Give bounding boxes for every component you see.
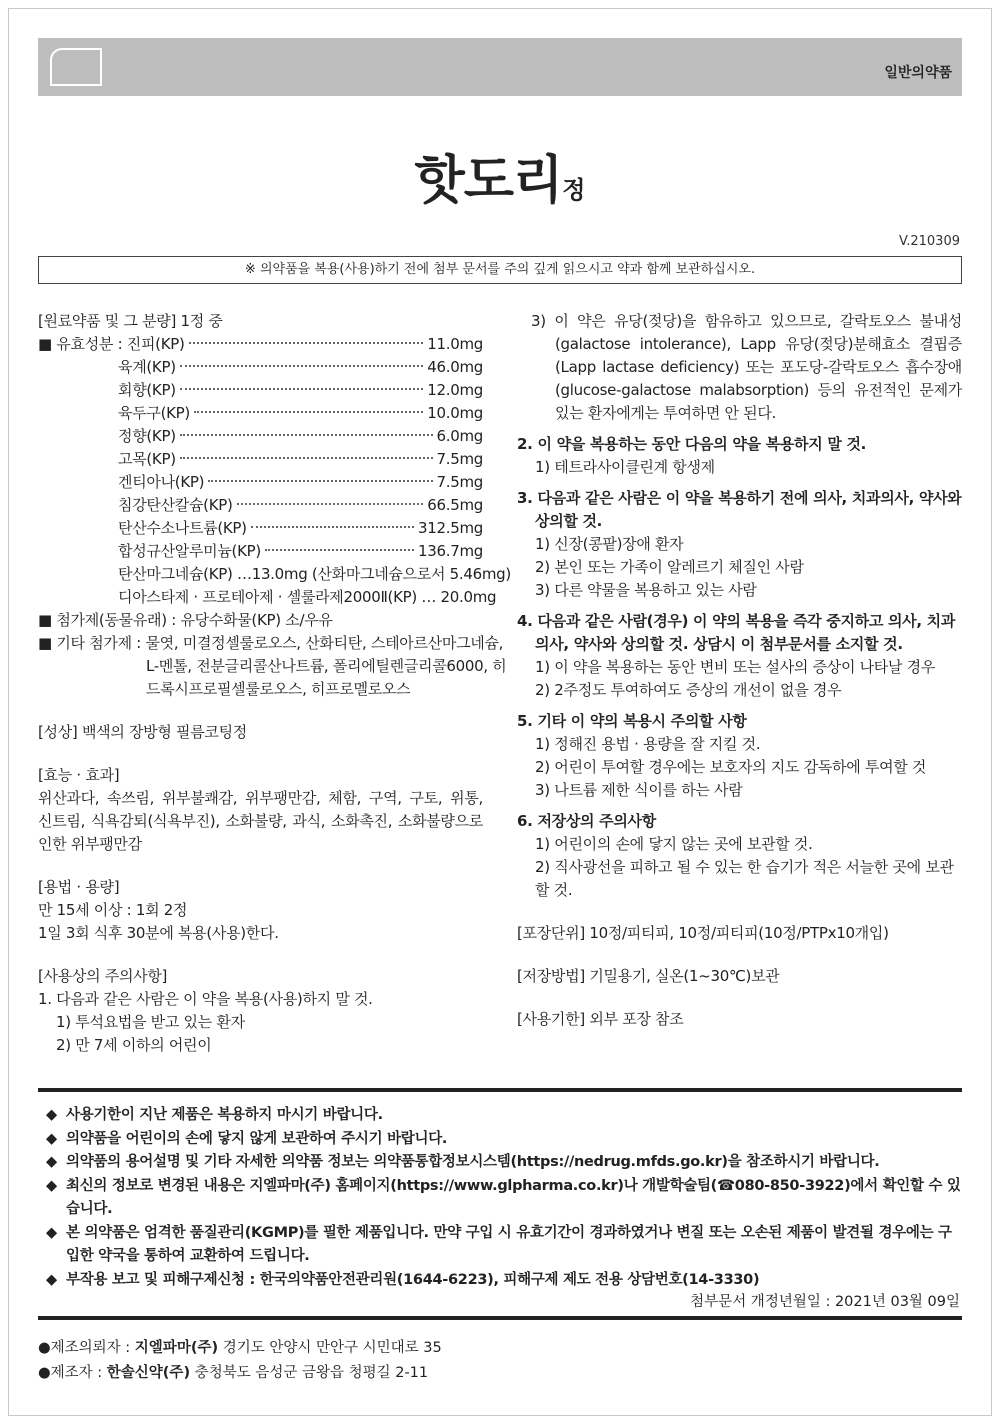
- active-item-name: 합성규산알루미늄(KP): [118, 542, 261, 560]
- active-item: [38, 402, 483, 425]
- other-additives-cont: [38, 655, 507, 701]
- active-item-name: 탄산수소나트륨(KP): [118, 519, 247, 537]
- dosage-heading: [용법 · 용량]: [38, 878, 120, 896]
- active-item-amount: 136.7mg: [418, 542, 483, 560]
- additive-animal: ■ 첨가제(동물유래) : 유당수화물(KP) 소/우유: [38, 611, 333, 629]
- precautions-heading: [사용상의 주의사항]: [38, 967, 168, 985]
- client-line: [38, 1336, 442, 1361]
- client-label: ●제조의뢰자 :: [38, 1340, 135, 1356]
- leader-dots: [180, 388, 423, 390]
- active-item-amount: 11.0mg: [427, 335, 483, 353]
- active-item-amount: 7.5mg: [436, 473, 483, 491]
- version-label: V.210309: [899, 234, 960, 249]
- manufacturer-info: [38, 1336, 442, 1386]
- warning-item: [46, 1128, 962, 1152]
- warning-item: [46, 1151, 962, 1175]
- precaution-item: 1) 신장(콩팥)장애 환자: [535, 535, 684, 553]
- active-item: [38, 471, 483, 494]
- other-additives-text: [145, 632, 503, 655]
- precaution-item: 2) 만 7세 이하의 어린이: [56, 1036, 212, 1054]
- leader-dots: [180, 457, 433, 459]
- active-item: [38, 379, 483, 402]
- warning-list: [46, 1104, 962, 1292]
- other-additives-line: 드록시프로필셀룰로오스, 히프로멜로오스: [146, 680, 411, 698]
- precaution-item: 1) 테트라사이클린계 항생제: [535, 458, 715, 476]
- leader-dots: [208, 480, 432, 482]
- leader-dots: [180, 365, 423, 367]
- leader-dots: [189, 342, 424, 344]
- active-item-amount: 312.5mg: [418, 519, 483, 537]
- expiry-heading: [사용기한]: [517, 1010, 585, 1028]
- warning-text: 최신의 정보로 변경된 내용은 지엘파마(주) 홈페이지(https://www.glpharma.co.kr)나 개발학술팀(☎080-850-3922)에서 확인할 수 있습니다.: [66, 1177, 961, 1217]
- active-item-name: 육두구(KP): [118, 404, 190, 422]
- packaging-text: 10정/피티피, 10정/피티피(10정/PTPx10개입): [589, 924, 889, 942]
- precaution-item: 2) 직사광선을 피하고 될 수 있는 한 습기가 적은 서늘한 곳에 보관할 것.: [535, 858, 954, 899]
- precaution-section-title: 1. 다음과 같은 사람은 이 약을 복용(사용)하지 말 것.: [38, 990, 373, 1008]
- leader-dots: [237, 503, 424, 505]
- active-item: [38, 517, 483, 540]
- header-bar: [38, 38, 962, 96]
- other-additives-label: ■ 기타 첨가제 :: [38, 634, 146, 652]
- active-item-name: 고목(KP): [118, 450, 176, 468]
- dosage-line: 만 15세 이상 : 1회 2정: [38, 901, 188, 919]
- precaution-section-title: 4. 다음과 같은 사람(경우) 이 약의 복용을 즉각 중지하고 의사, 치과의사, 약사와 상의할 것. 상담시 이 첨부문서를 소지할 것.: [517, 612, 956, 653]
- product-name: 핫도리: [414, 151, 563, 211]
- active-item-amount: 12.0mg: [427, 381, 483, 399]
- leader-dots: [180, 434, 433, 436]
- active-item-mg: 탄산마그네슘(KP) …13.0mg (산화마그네슘으로서 5.46mg): [118, 565, 511, 583]
- expiry-text: 외부 포장 참조: [589, 1010, 684, 1028]
- diamond-icon: ◆: [46, 1224, 57, 1241]
- diamond-icon: ◆: [46, 1107, 57, 1123]
- maker-line: [38, 1361, 442, 1386]
- active-item-amount: 46.0mg: [427, 358, 483, 376]
- left-column: [38, 310, 511, 1057]
- precaution-item: 1) 투석요법을 받고 있는 환자: [56, 1013, 245, 1031]
- appearance-heading: [성상]: [38, 723, 78, 741]
- composition-heading-suffix: 1정 중: [180, 312, 223, 330]
- active-item-amount: 7.5mg: [436, 450, 483, 468]
- active-item-name: 육계(KP): [118, 358, 176, 376]
- precaution-item: 2) 본인 또는 가족이 알레르기 체질인 사람: [535, 558, 804, 576]
- divider: [38, 1316, 962, 1320]
- divider: [38, 1088, 962, 1092]
- precaution-section-title: 3. 다음과 같은 사람은 이 약을 복용하기 전에 의사, 치과의사, 약사와 상의할 것.: [517, 489, 962, 530]
- composition-heading-label: [원료약품 및 그 분량]: [38, 312, 177, 330]
- right-column: [517, 310, 962, 1031]
- leader-dots: [265, 549, 414, 551]
- packaging-section: [517, 922, 962, 945]
- warning-text: 본 의약품은 엄격한 품질관리(KGMP)를 필한 제품입니다. 만약 구입 시 유효기간이 경과하였거나 변질 또는 오손된 제품이 발견될 경우에는 구입한 약국을 통하여 교환하여 드립니다.: [66, 1224, 952, 1264]
- dosage-line: 1일 3회 식후 30분에 복용(사용)한다.: [38, 924, 279, 942]
- active-item-name: 침강탄산칼슘(KP): [118, 496, 233, 514]
- diamond-icon: ◆: [46, 1154, 57, 1170]
- product-form: 정: [562, 176, 586, 204]
- active-item-name: 진피(KP): [126, 335, 185, 353]
- precaution-section-title: 5. 기타 이 약의 복용시 주의할 사항: [517, 712, 747, 730]
- precaution-item: 3) 나트륨 제한 식이를 하는 사람: [535, 781, 743, 799]
- precaution-item: 2) 어린이 투여할 경우에는 보호자의 지도 감독하에 투여할 것: [535, 758, 927, 776]
- storage-text: 기밀용기, 실온(1~30℃)보관: [589, 967, 780, 985]
- diamond-icon: ◆: [46, 1271, 57, 1288]
- precaution-item: 3) 이 약은 유당(젖당)을 함유하고 있으므로, 갈락토오스 불내성(galactose intolerance), Lapp 유당(젖당)분해효소 결핍증(Lapp lactase deficiency) 또는 포도당-갈락토오스 흡수장애(glucose-galactose malabsorption) 등의 유전적인 문제가 있는 환자에게는 투여하면 안 된다.: [531, 312, 962, 422]
- maker-address: 충청북도 음성군 금왕읍 청평길 2-11: [190, 1365, 429, 1381]
- active-label: ■ 유효성분 :: [38, 335, 127, 353]
- warning-text: 부작용 보고 및 피해구제신청 : 한국의약품안전관리원(1644-6223), 피해구제 제도 전용 상담번호(14-3330): [66, 1271, 760, 1288]
- efficacy-heading: [효능 · 효과]: [38, 766, 120, 784]
- diamond-icon: ◆: [46, 1177, 57, 1194]
- product-title: [0, 138, 1000, 213]
- packaging-heading: [포장단위]: [517, 924, 585, 942]
- precaution-section-title: 6. 저장상의 주의사항: [517, 812, 656, 830]
- client-name: 지엘파마(주): [134, 1340, 219, 1356]
- active-item-amount: 10.0mg: [427, 404, 483, 422]
- composition-heading: [38, 310, 483, 333]
- other-additives-line: L-멘톨, 전분글리콜산나트륨, 폴리에틸렌글리콜6000, 히: [146, 657, 507, 675]
- appearance-section: [38, 721, 483, 744]
- storage-section: [517, 965, 962, 988]
- other-additives-line: 물엿, 미결정셀룰로오스, 산화티탄, 스테아르산마그네슘,: [145, 634, 504, 652]
- active-item-amount: 66.5mg: [427, 496, 483, 514]
- active-item: [38, 333, 483, 356]
- warning-text: 의약품의 용어설명 및 기타 자세한 의약품 정보는 의약품통합정보시스템(https://nedrug.mfds.go.kr)을 참조하시기 바랍니다.: [66, 1154, 880, 1170]
- leader-dots: [194, 411, 423, 413]
- notice-box: ※ 의약품을 복용(사용)하기 전에 첨부 문서를 주의 깊게 읽으시고 약과 함께 보관하십시오.: [38, 256, 962, 284]
- active-item-name: 겐티아나(KP): [118, 473, 205, 491]
- revision-date: 첨부문서 개정년월일 : 2021년 03월 09일: [690, 1294, 960, 1310]
- diamond-icon: ◆: [46, 1130, 57, 1147]
- expiry-section: [517, 1008, 962, 1031]
- precaution-item: 2) 2주정도 투여하여도 증상의 개선이 없을 경우: [535, 681, 842, 699]
- active-item: [38, 494, 483, 517]
- warning-item: [46, 1222, 962, 1269]
- precaution-item: 1) 이 약을 복용하는 동안 변비 또는 설사의 증상이 나타날 경우: [535, 658, 936, 676]
- leader-dots: [251, 526, 414, 528]
- warning-item: [46, 1175, 962, 1222]
- active-item-enzymes: 디아스타제 · 프로테아제 · 셀룰라제2000Ⅱ(KP) … 20.0mg: [118, 588, 497, 606]
- precaution-item: 3) 다른 약물을 복용하고 있는 사람: [535, 581, 757, 599]
- maker-label: ●제조자 :: [38, 1365, 107, 1381]
- maker-name: 한솔신약(주): [106, 1365, 191, 1381]
- warning-text: 사용기한이 지난 제품은 복용하지 마시기 바랍니다.: [66, 1107, 383, 1123]
- active-item: [38, 448, 483, 471]
- drug-category: 일반의약품: [884, 65, 952, 81]
- active-item-name: 회향(KP): [118, 381, 176, 399]
- precaution-item: 1) 어린이의 손에 닿지 않는 곳에 보관할 것.: [535, 835, 813, 853]
- precaution-item: 1) 정해진 용법 · 용량을 잘 지킬 것.: [535, 735, 761, 753]
- precaution-section-title: 2. 이 약을 복용하는 동안 다음의 약을 복용하지 말 것.: [517, 435, 867, 453]
- efficacy-text: 위산과다, 속쓰림, 위부불쾌감, 위부팽만감, 체함, 구역, 구토, 위통, 신트림, 식욕감퇴(식욕부진), 소화불량, 과식, 소화촉진, 소화불량으로 인한 위부팽만감: [38, 789, 483, 853]
- active-item-name: 정향(KP): [118, 427, 176, 445]
- active-item: [38, 356, 483, 379]
- appearance-text: 백색의 장방형 필름코팅정: [81, 723, 247, 741]
- warning-item: [46, 1104, 962, 1128]
- active-item: [38, 540, 483, 563]
- header-tab-icon: [50, 48, 102, 86]
- active-item-amount: 6.0mg: [436, 427, 483, 445]
- storage-heading: [저장방법]: [517, 967, 585, 985]
- client-address: 경기도 안양시 만안구 시민대로 35: [218, 1340, 442, 1356]
- other-additives: [38, 632, 504, 655]
- warning-item: [46, 1269, 962, 1293]
- warning-text: 의약품을 어린이의 손에 닿지 않게 보관하여 주시기 바랍니다.: [66, 1130, 448, 1147]
- active-item: [38, 425, 483, 448]
